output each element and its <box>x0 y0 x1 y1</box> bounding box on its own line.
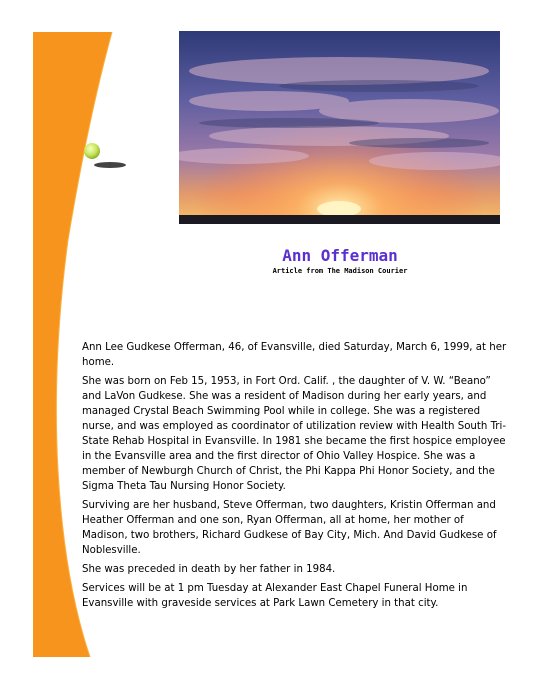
ball-shadow <box>94 162 126 168</box>
article-body <box>82 340 512 615</box>
page-subtitle: Article from The Madison Courier <box>272 267 408 275</box>
article-paragraph: Ann Lee Gudkese Offerman, 46, of Evansville, died Saturday, March 6, 1999, at her home. <box>82 342 507 368</box>
article-paragraph: She was preceded in death by her father in 1984. <box>82 564 336 575</box>
page-title: Ann Offerman <box>282 246 398 265</box>
article-paragraph: She was born on Feb 15, 1953, in Fort Ord. Calif. , the daughter of V. W. “Beano” and LaVon Gudkese. She was a resident of Madison during her early years, and managed Crystal Beach Swimming Pool while in college. She was a registered nurse, and was employed as coordinator of utilization review with Health South Tri-State Rehab Hospital in Evansville. In 1981 she became the first hospice employee in the Evansville area and the first director of Ohio Valley Hospice. She was a member of Newburgh Church of Christ, the Phi Kappa Phi Honor Society, and the Sigma Theta Tau Nursing Honor Society. <box>82 376 506 492</box>
green-ball-icon <box>84 143 100 159</box>
article-paragraph: Services will be at 1 pm Tuesday at Alexander East Chapel Funeral Home in Evansville with graveside services at Park Lawn Cemetery in that city. <box>82 583 468 609</box>
sunset-photo <box>179 31 500 224</box>
article-paragraph: Surviving are her husband, Steve Offerman, two daughters, Kristin Offerman and Heather Offerman and one son, Ryan Offerman, all at home, her mother of Madison, two brothers, Richard Gudkese of Bay City, Mich. And David Gudkese of Noblesville. <box>82 500 497 556</box>
